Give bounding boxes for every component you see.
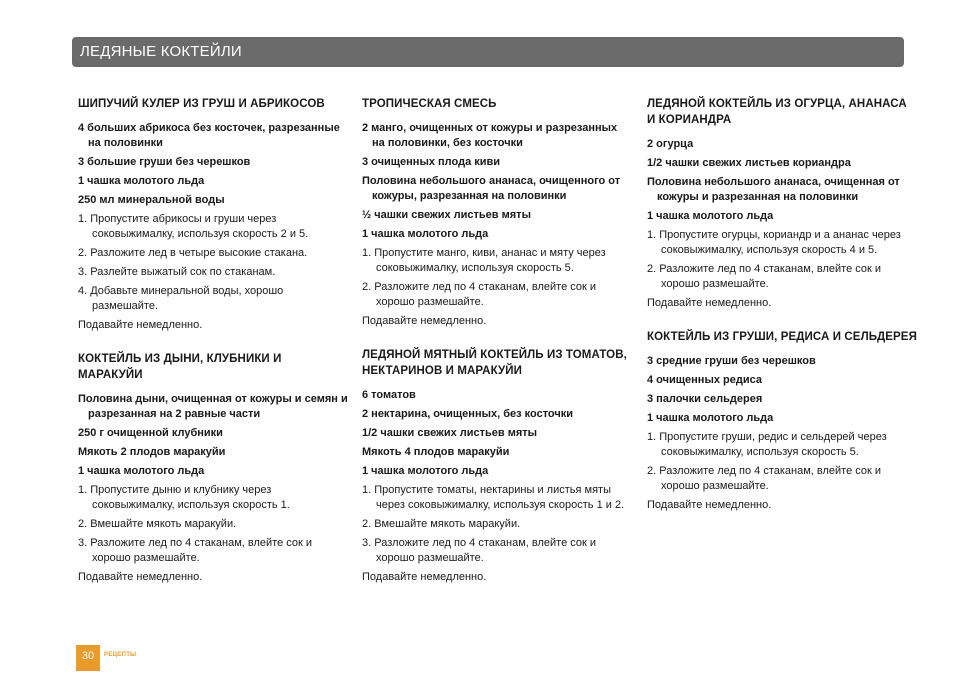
instruction-step: 1. Пропустите томаты, нектарины и листья мяты через соковыжималку, используя скорость 1 и 2.	[362, 484, 625, 511]
section-header-bar	[72, 37, 904, 67]
ingredient-item: 6 томатов	[362, 389, 416, 401]
ingredient-item: 1 чашка молотого льда	[78, 175, 205, 187]
recipe-title: КОКТЕЙЛЬ ИЗ ДЫНИ, КЛУБНИКИ И МАРАКУЙИ	[78, 353, 282, 381]
serving-note: Подавайте немедленно.	[78, 571, 203, 583]
recipe-title: ТРОПИЧЕСКАЯ СМЕСЬ	[362, 98, 497, 110]
instruction-step: 4. Добавьте минеральной воды, хорошо размешайте.	[78, 285, 284, 312]
recipe-column-1	[78, 96, 348, 603]
instruction-step: 1. Пропустите абрикосы и груши через соковыжималку, используя скорость 2 и 5.	[78, 213, 309, 240]
instruction-step: 2. Разложите лед по 4 стаканам, влейте сок и хорошо размешайте.	[647, 465, 882, 492]
ingredient-item: 3 средние груши без черешков	[647, 355, 816, 367]
recipe-title: ЛЕДЯНОЙ МЯТНЫЙ КОКТЕЙЛЬ ИЗ ТОМАТОВ, НЕКТАРИНОВ И МАРАКУЙИ	[362, 349, 627, 377]
recipe-title: КОКТЕЙЛЬ ИЗ ГРУШИ, РЕДИСА И СЕЛЬДЕРЕЯ	[647, 331, 917, 343]
recipe-column-2	[362, 96, 632, 603]
ingredient-item: Половина небольшого ананаса, очищенного от кожуры, разрезанная на половинки	[362, 175, 621, 202]
ingredient-item: 1 чашка молотого льда	[647, 210, 774, 222]
instruction-step: 2. Разложите лед в четыре высокие стакана.	[78, 247, 308, 259]
ingredient-item: 250 мл минеральной воды	[78, 194, 225, 206]
recipe-column-3	[647, 96, 917, 531]
ingredient-item: 2 нектарина, очищенных, без косточки	[362, 408, 574, 420]
ingredient-item: 1 чашка молотого льда	[647, 412, 774, 424]
ingredient-item: 1/2 чашки свежих листьев мяты	[362, 427, 538, 439]
ingredient-item: 1/2 чашки свежих листьев кориандра	[647, 157, 851, 169]
instruction-step: 3. Разложите лед по 4 стаканам, влейте сок и хорошо размешайте.	[78, 537, 313, 564]
ingredient-item: Половина небольшого ананаса, очищенная от кожуры и разрезанная на половинки	[647, 176, 900, 203]
ingredient-item: 1 чашка молотого льда	[362, 465, 489, 477]
ingredient-item: 3 очищенных плода киви	[362, 156, 501, 168]
serving-note: Подавайте немедленно.	[647, 499, 772, 511]
recipe	[362, 96, 632, 329]
instruction-step: 1. Пропустите груши, редис и сельдерей через соковыжималку, используя скорость 5.	[647, 431, 887, 458]
recipe-title: ЛЕДЯНОЙ КОКТЕЙЛЬ ИЗ ОГУРЦА, АНАНАСА И КОРИАНДРА	[647, 98, 907, 126]
ingredient-item: 2 манго, очищенных от кожуры и разрезанных на половинки, без косточки	[362, 122, 618, 149]
instruction-step: 2. Вмешайте мякоть маракуйи.	[362, 518, 521, 530]
ingredient-item: 2 огурца	[647, 138, 694, 150]
recipe	[647, 329, 917, 513]
instruction-step: 1. Пропустите дыню и клубнику через соковыжималку, используя скорость 1.	[78, 484, 290, 511]
ingredient-item: 250 г очищенной клубники	[78, 427, 223, 439]
recipe	[78, 351, 348, 585]
recipe	[647, 96, 917, 311]
recipe	[362, 347, 632, 585]
instruction-step: 2. Вмешайте мякоть маракуйи.	[78, 518, 237, 530]
recipe-title: ШИПУЧИЙ КУЛЕР ИЗ ГРУШ И АБРИКОСОВ	[78, 98, 325, 110]
section-title: ЛЕДЯНЫЕ КОКТЕЙЛИ	[80, 43, 242, 60]
instruction-step: 1. Пропустите манго, киви, ананас и мяту через соковыжималку, используя скорость 5.	[362, 247, 606, 274]
ingredient-item: 1 чашка молотого льда	[362, 228, 489, 240]
ingredient-item: 1 чашка молотого льда	[78, 465, 205, 477]
recipe	[78, 96, 348, 333]
ingredient-item: 4 очищенных редиса	[647, 374, 762, 386]
ingredient-item: Половина дыни, очищенная от кожуры и семян и разрезанная на 2 равные части	[78, 393, 348, 420]
serving-note: Подавайте немедленно.	[647, 297, 772, 309]
instruction-step: 3. Разлейте выжатый сок по стаканам.	[78, 266, 276, 278]
serving-note: Подавайте немедленно.	[362, 315, 487, 327]
ingredient-item: Мякоть 2 плодов маракуйи	[78, 446, 226, 458]
ingredient-item: ½ чашки свежих листьев мяты	[362, 209, 531, 221]
ingredient-item: Мякоть 4 плодов маракуйи	[362, 446, 510, 458]
ingredient-item: 3 большие груши без черешков	[78, 156, 251, 168]
instruction-step: 3. Разложите лед по 4 стаканам, влейте сок и хорошо размешайте.	[362, 537, 597, 564]
instruction-step: 2. Разложите лед по 4 стаканам, влейте сок и хорошо размешайте.	[362, 281, 597, 308]
instruction-step: 1. Пропустите огурцы, кориандр и а ананас через соковыжималку, используя скорость 4 и 5.	[647, 229, 901, 256]
ingredient-item: 3 палочки сельдерея	[647, 393, 763, 405]
ingredient-item: 4 больших абрикоса без косточек, разрезанные на половинки	[78, 122, 340, 149]
page-number-badge: 30	[76, 645, 100, 671]
footer-section-label: РЕЦЕПТЫ	[104, 652, 137, 658]
serving-note: Подавайте немедленно.	[362, 571, 487, 583]
serving-note: Подавайте немедленно.	[78, 319, 203, 331]
instruction-step: 2. Разложите лед по 4 стаканам, влейте сок и хорошо размешайте.	[647, 263, 882, 290]
